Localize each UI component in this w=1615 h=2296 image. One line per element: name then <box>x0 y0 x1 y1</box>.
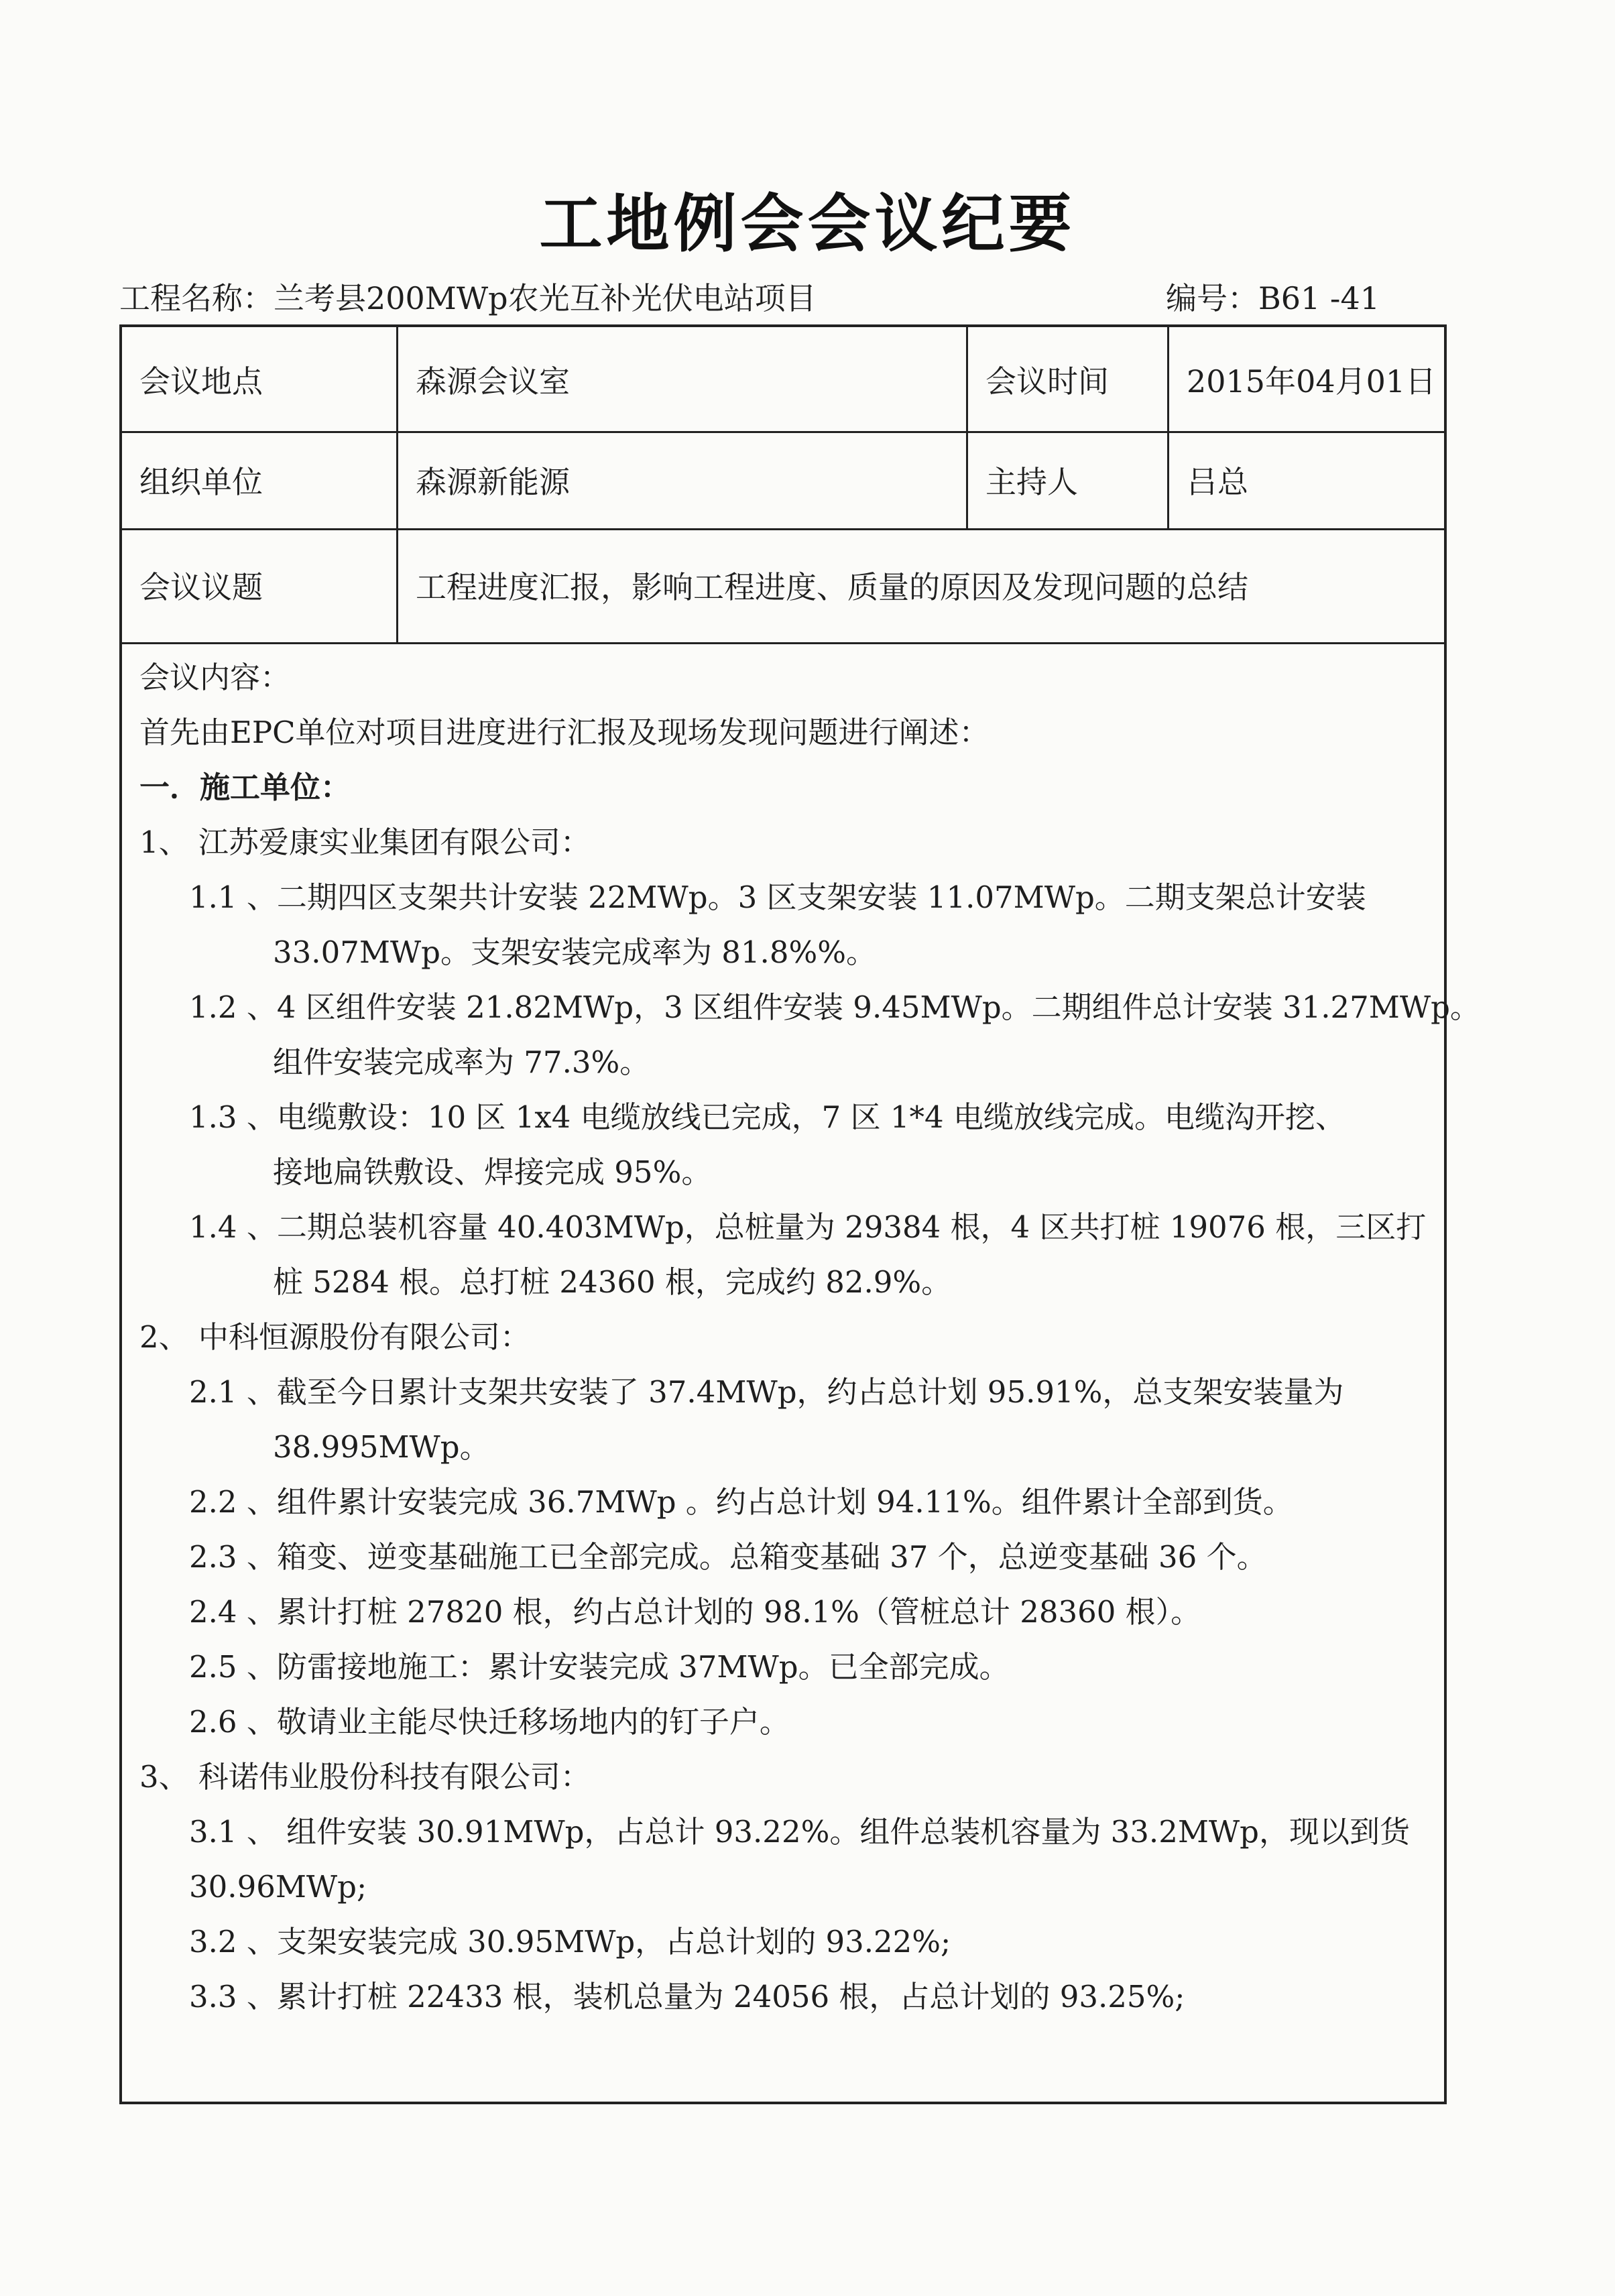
section-title: 一．施工单位： <box>139 770 351 805</box>
time-value: 2015年04月01日 <box>1187 363 1437 400</box>
host-label: 主持人 <box>968 431 1169 528</box>
list-item: 1.3 、电缆敷设：10 区 1x4 电缆放线已完成，7 区 1*4 电缆放线完成。电缆沟开挖、 <box>189 1099 1345 1135</box>
place-value: 森源会议室 <box>398 327 968 431</box>
list-item: 2.2 、组件累计安装完成 36.7MWp 。约占总计划 94.11%。组件累计全部到货。 <box>189 1484 1293 1520</box>
org-value: 森源新能源 <box>398 431 968 528</box>
document-number: 编号：B61 -41 <box>1165 280 1380 316</box>
list-item: 33.07MWp。支架安装完成率为 81.8%%。 <box>273 934 876 970</box>
list-item: 38.995MWp。 <box>273 1429 490 1465</box>
list-item: 1.2 、4 区组件安装 21.82MWp，3 区组件安装 9.45MWp。二期组件总计安装 31.27MWp。 <box>189 989 1480 1025</box>
time-label: 会议时间 <box>968 327 1169 431</box>
list-item: 组件安装完成率为 77.3%。 <box>273 1044 650 1080</box>
content-heading: 会议内容： <box>139 660 291 695</box>
meeting-content <box>122 642 1480 2102</box>
place-label: 会议地点 <box>122 327 398 431</box>
org-label: 组织单位 <box>122 431 398 528</box>
list-item: 2.1 、截至今日累计支架共安装了 37.4MWp，约占总计划 95.91%，总支架安装量为 <box>189 1374 1344 1410</box>
list-item: 1.4 、二期总装机容量 40.403MWp，总桩量为 29384 根，4 区共打桩 19076 根，三区打 <box>189 1209 1427 1245</box>
table-row <box>122 431 1444 530</box>
list-item: 2.6 、敬请业主能尽快迁移场地内的钉子户。 <box>189 1704 790 1740</box>
project-name: 工程名称：兰考县200MWp农光互补光伏电站项目 <box>119 280 817 316</box>
company-heading: 1、 江苏爱康实业集团有限公司： <box>139 825 591 860</box>
list-item: 30.96MWp; <box>189 1869 367 1905</box>
company-heading: 3、 科诺伟业股份科技有限公司： <box>139 1759 591 1795</box>
list-item: 3.1 、 组件安装 30.91MWp，占总计 93.22%。组件总装机容量为 33.2MWp，现以到货 <box>189 1814 1410 1850</box>
content-intro: 首先由EPC单位对项目进度进行汇报及现场发现问题进行阐述： <box>139 715 990 750</box>
list-item: 3.2 、支架安装完成 30.95MWp，占总计划的 93.22%; <box>189 1924 951 1959</box>
project-line <box>119 275 1380 322</box>
list-item: 2.4 、累计打桩 27820 根，约占总计划的 98.1%（管桩总计 28360 根）。 <box>189 1594 1201 1630</box>
topic-value: 工程进度汇报，影响工程进度、质量的原因及发现问题的总结 <box>416 569 1248 605</box>
host-value: 吕总 <box>1187 463 1248 500</box>
table-row <box>122 528 1444 644</box>
topic-label: 会议议题 <box>122 528 398 642</box>
table-row <box>122 327 1444 433</box>
list-item: 3.3 、累计打桩 22433 根，装机总量为 24056 根，占总计划的 93.25%; <box>189 1979 1185 2014</box>
minutes-table <box>119 324 1480 2104</box>
list-item: 1.1 、二期四区支架共计安装 22MWp。3 区支架安装 11.07MWp。二期支架总计安装 <box>189 880 1366 915</box>
list-item: 桩 5284 根。总打桩 24360 根，完成约 82.9%。 <box>273 1264 952 1300</box>
list-item: 接地扁铁敷设、焊接完成 95%。 <box>273 1154 712 1190</box>
list-item: 2.5 、防雷接地施工：累计安装完成 37MWp。已全部完成。 <box>189 1649 1010 1685</box>
document-title: 工地例会会议纪要 <box>539 188 1076 261</box>
list-item: 2.3 、箱变、逆变基础施工已全部完成。总箱变基础 37 个，总逆变基础 36 个。 <box>189 1539 1267 1575</box>
company-heading: 2、 中科恒源股份有限公司： <box>139 1319 530 1355</box>
